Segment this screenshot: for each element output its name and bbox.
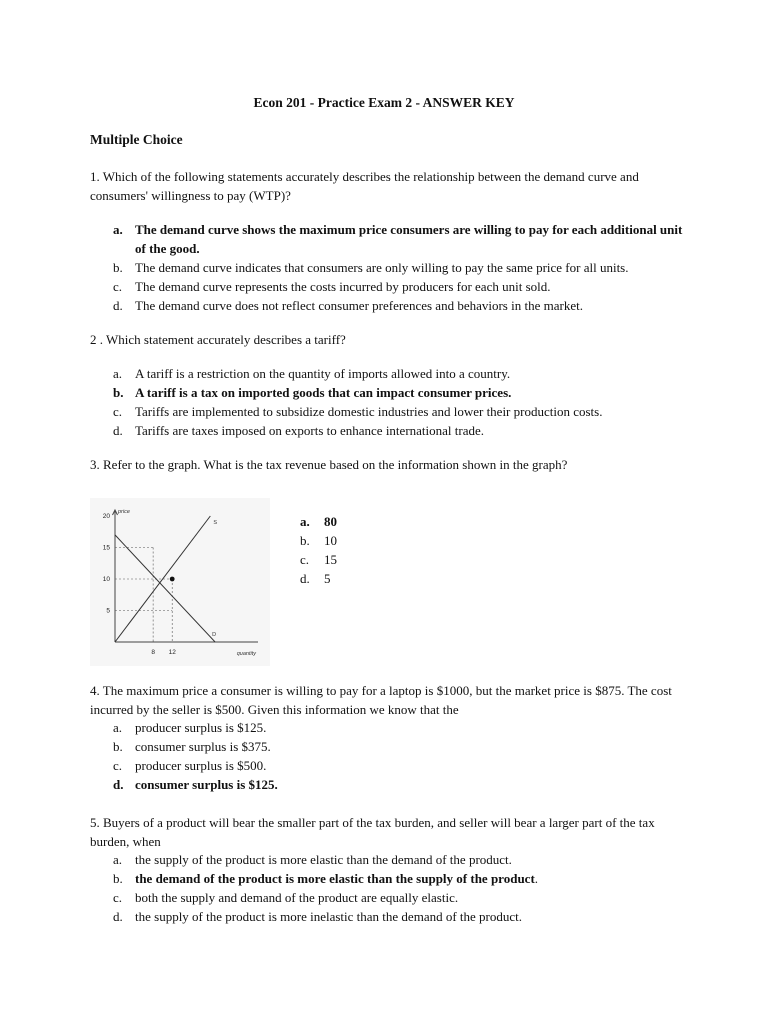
option-text: Tariffs are implemented to subsidize domestic industries and lower their production costs. [135, 404, 603, 419]
section-heading: Multiple Choice [90, 132, 183, 147]
option-text: Tariffs are taxes imposed on exports to enhance international trade. [135, 423, 485, 438]
option-text: The demand curve represents the costs incurred by producers for each unit sold. [135, 279, 551, 294]
option-letter: b. [113, 260, 123, 275]
question-5-option-d[interactable] [113, 907, 693, 926]
page-title: Econ 201 - Practice Exam 2 - ANSWER KEY [253, 95, 515, 110]
question-5-options [113, 850, 693, 926]
question-2-option-a[interactable] [113, 364, 693, 383]
option-letter: b. [113, 385, 124, 400]
question-3-option-a[interactable] [300, 512, 420, 531]
option-letter: c. [300, 552, 310, 567]
question-3-option-d[interactable] [300, 569, 420, 588]
option-text: The demand curve does not reflect consumer preferences and behaviors in the market. [135, 298, 583, 313]
option-letter: d. [113, 423, 123, 438]
question-1-options [113, 220, 693, 315]
supply-demand-graph [90, 498, 270, 666]
option-letter: d. [113, 909, 123, 924]
option-text: the demand of the product is more elastic than the supply of the product [135, 871, 535, 886]
supply-curve-label: S [213, 520, 218, 526]
equilibrium-point [170, 577, 175, 582]
option-letter: a. [113, 366, 123, 381]
graph-svg [90, 498, 270, 666]
option-text: 10 [324, 533, 337, 548]
question-1-option-c[interactable] [113, 277, 693, 296]
option-letter: a. [113, 222, 123, 237]
option-letter: d. [300, 571, 310, 586]
option-letter: c. [113, 758, 123, 773]
question-5-option-c[interactable] [113, 888, 693, 907]
option-letter: d. [113, 777, 124, 792]
question-4-option-b[interactable] [113, 737, 693, 756]
option-letter: b. [113, 739, 123, 754]
question-3-option-c[interactable] [300, 550, 420, 569]
option-letter: a. [113, 852, 123, 867]
question-3-options [300, 512, 420, 588]
x-axis-label: quantity [236, 651, 256, 657]
question-2-option-d[interactable] [113, 421, 693, 440]
y-tick-label: 15 [102, 544, 110, 552]
option-letter: c. [113, 279, 123, 294]
question-2-stem: 2 . Which statement accurately describes a tariff? [90, 332, 346, 347]
question-3-stem: 3. Refer to the graph. What is the tax revenue based on the information shown in the graph? [90, 457, 568, 472]
y-tick-label: 20 [102, 513, 110, 520]
option-text: A tariff is a tax on imported goods that can impact consumer prices. [135, 385, 512, 400]
option-text: The demand curve shows the maximum price consumers are willing to pay for each additional unit of the good. [135, 222, 683, 256]
option-text: consumer surplus is $375. [135, 739, 271, 754]
option-letter: a. [300, 514, 310, 529]
option-letter: a. [113, 720, 123, 735]
option-text: The demand curve indicates that consumers are only willing to pay the same price for all units. [135, 260, 629, 275]
option-letter: b. [300, 533, 310, 548]
question-2-option-b[interactable] [113, 383, 693, 402]
y-tick-label: 5 [106, 607, 110, 615]
option-text: 5 [324, 571, 331, 586]
option-letter: d. [113, 298, 123, 313]
option-text: producer surplus is $125. [135, 720, 267, 735]
option-text: both the supply and demand of the product are equally elastic. [135, 890, 459, 905]
option-text: 80 [324, 514, 337, 529]
question-1-option-a[interactable] [113, 220, 693, 258]
graph-background [90, 498, 270, 666]
x-tick-label: 8 [151, 649, 155, 656]
option-letter: c. [113, 404, 123, 419]
y-axis-label: price [118, 509, 130, 515]
option-text: the supply of the product is more inelastic than the demand of the product. [135, 909, 523, 924]
option-text: consumer surplus is $125. [135, 777, 278, 792]
option-letter: c. [113, 890, 123, 905]
y-tick-label: 10 [102, 576, 110, 583]
question-5-option-b[interactable] [113, 869, 693, 888]
question-4-stem: 4. The maximum price a consumer is willing to pay for a laptop is $1000, but the market price is $875. The cost incurred by the seller is $500. Given this information we know that the [90, 683, 672, 717]
option-text: 15 [324, 552, 337, 567]
demand-curve-label: D [212, 632, 217, 638]
question-1-option-d[interactable] [113, 296, 693, 315]
question-1-option-b[interactable] [113, 258, 693, 277]
option-text: producer surplus is $500. [135, 758, 267, 773]
question-5-option-a[interactable] [113, 850, 693, 869]
question-4-options [113, 718, 693, 794]
question-2-option-c[interactable] [113, 402, 693, 421]
question-4-option-d[interactable] [113, 775, 693, 794]
option-suffix: . [534, 871, 539, 886]
option-text: A tariff is a restriction on the quantity of imports allowed into a country. [135, 366, 511, 381]
option-letter: b. [113, 871, 123, 886]
question-5-stem: 5. Buyers of a product will bear the smaller part of the tax burden, and seller will bear a larger part of the tax burden, when [90, 815, 655, 849]
question-1-stem: 1. Which of the following statements accurately describes the relationship between the demand curve and consumers' willingness to pay (WTP)? [90, 169, 639, 203]
question-3-option-b[interactable] [300, 531, 420, 550]
x-tick-label: 12 [168, 649, 176, 656]
option-text: the supply of the product is more elastic than the demand of the product. [135, 852, 512, 867]
question-4-option-c[interactable] [113, 756, 693, 775]
question-4-option-a[interactable] [113, 718, 693, 737]
question-2-options [113, 364, 693, 440]
